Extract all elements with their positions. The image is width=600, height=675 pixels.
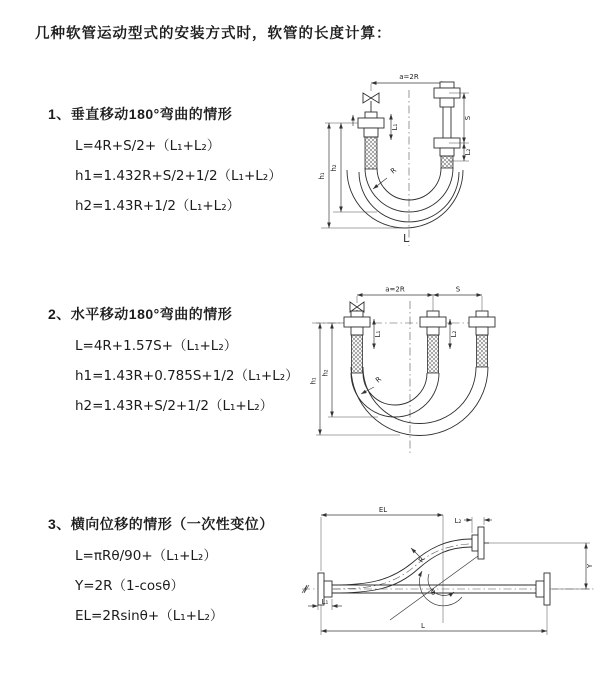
dim-label-el: EL xyxy=(378,506,388,514)
dim-label-l2: L₂ xyxy=(450,330,458,338)
valve-icon xyxy=(363,93,379,112)
dim-label-a2r: a=2R xyxy=(399,73,419,81)
formula-line: L=πRθ/90+（L₁+L₂） xyxy=(75,548,217,564)
dim-label-l2: L₂ xyxy=(464,148,472,156)
formula-line: L=4R+1.57S+（L₁+L₂） xyxy=(75,338,238,354)
radius-label: R xyxy=(417,555,427,565)
dim-label-a2r: a=2R xyxy=(385,285,405,294)
dim-label-h1: h₁ xyxy=(309,377,318,385)
section-heading: 3、横向位移的情形（一次性变位） xyxy=(48,516,274,532)
left-flange xyxy=(358,112,384,169)
dim-label-h1: h₁ xyxy=(318,172,326,180)
braided-hose-section xyxy=(428,335,439,373)
angle-arc xyxy=(419,571,462,606)
braided-hose-section xyxy=(365,137,377,169)
hose-centerline xyxy=(332,543,490,589)
diagram-lateral-displacement xyxy=(298,501,600,643)
section-vertical-movement xyxy=(48,104,338,221)
formula-line: h1=1.432R+S/2+1/2（L₁+L₂） xyxy=(75,168,282,184)
diagram-lateral-displacement-svg xyxy=(298,501,600,643)
hose-u-bend xyxy=(347,168,463,228)
formula-line: L=4R+S/2+（L₁+L₂） xyxy=(75,138,221,154)
middle-flange xyxy=(420,311,446,373)
formula-line: h2=1.43R+S/2+1/2（L₁+L₂） xyxy=(75,398,274,414)
dim-label-s: S xyxy=(455,285,461,294)
radius-leader xyxy=(411,548,420,557)
left-flange xyxy=(344,311,370,373)
dim-label-h2: h₂ xyxy=(321,369,330,377)
diagram-vertical-180-bend xyxy=(313,68,585,258)
section-heading: 1、垂直移动180°弯曲的情形 xyxy=(48,106,233,122)
length-label: L xyxy=(403,233,409,245)
formula-line: Y=2R（1-cosθ） xyxy=(75,578,184,594)
dim-label-y: Y xyxy=(586,563,594,569)
diagram-horizontal-180-bend xyxy=(308,281,600,461)
dim-label-l: L xyxy=(421,622,425,630)
diagram-horizontal-180-bend-svg xyxy=(308,281,600,461)
radius-leader xyxy=(373,178,387,189)
hose-u-bend xyxy=(351,367,488,436)
formula-line: h1=1.43R+0.785S+1/2（L₁+L₂） xyxy=(75,368,299,384)
dim-label-s: S xyxy=(464,115,472,121)
dim-label-l1: L₁ xyxy=(391,123,399,131)
dim-label-l1: L₁ xyxy=(374,330,382,338)
braided-hose-section xyxy=(352,335,363,373)
angle-label: θ xyxy=(431,589,436,597)
formula-line: h2=1.43R+1/2（L₁+L₂） xyxy=(75,198,241,214)
dim-label-l2: L₂ xyxy=(454,517,462,525)
formula-line: EL=2Rsinθ+（L₁+L₂） xyxy=(75,608,224,624)
radius-leader xyxy=(361,387,374,394)
section-horizontal-movement xyxy=(48,304,338,421)
dim-label-h2: h₂ xyxy=(330,164,338,172)
radius-label: R xyxy=(389,166,399,176)
braided-hose-section xyxy=(441,156,453,168)
page-title: 几种软管运动型式的安装方式时，软管的长度计算： xyxy=(35,26,392,42)
dim-label-l1: L₁ xyxy=(321,598,329,606)
section-heading: 2、水平移动180°弯曲的情形 xyxy=(48,306,233,322)
angle-ray xyxy=(390,556,478,620)
section-lateral-displacement xyxy=(48,514,338,631)
diagram-vertical-180-bend-svg xyxy=(313,68,585,258)
right-flange xyxy=(469,311,495,367)
radius-label: R xyxy=(374,375,384,385)
right-flange xyxy=(434,82,460,168)
braided-hose-section xyxy=(477,335,488,367)
